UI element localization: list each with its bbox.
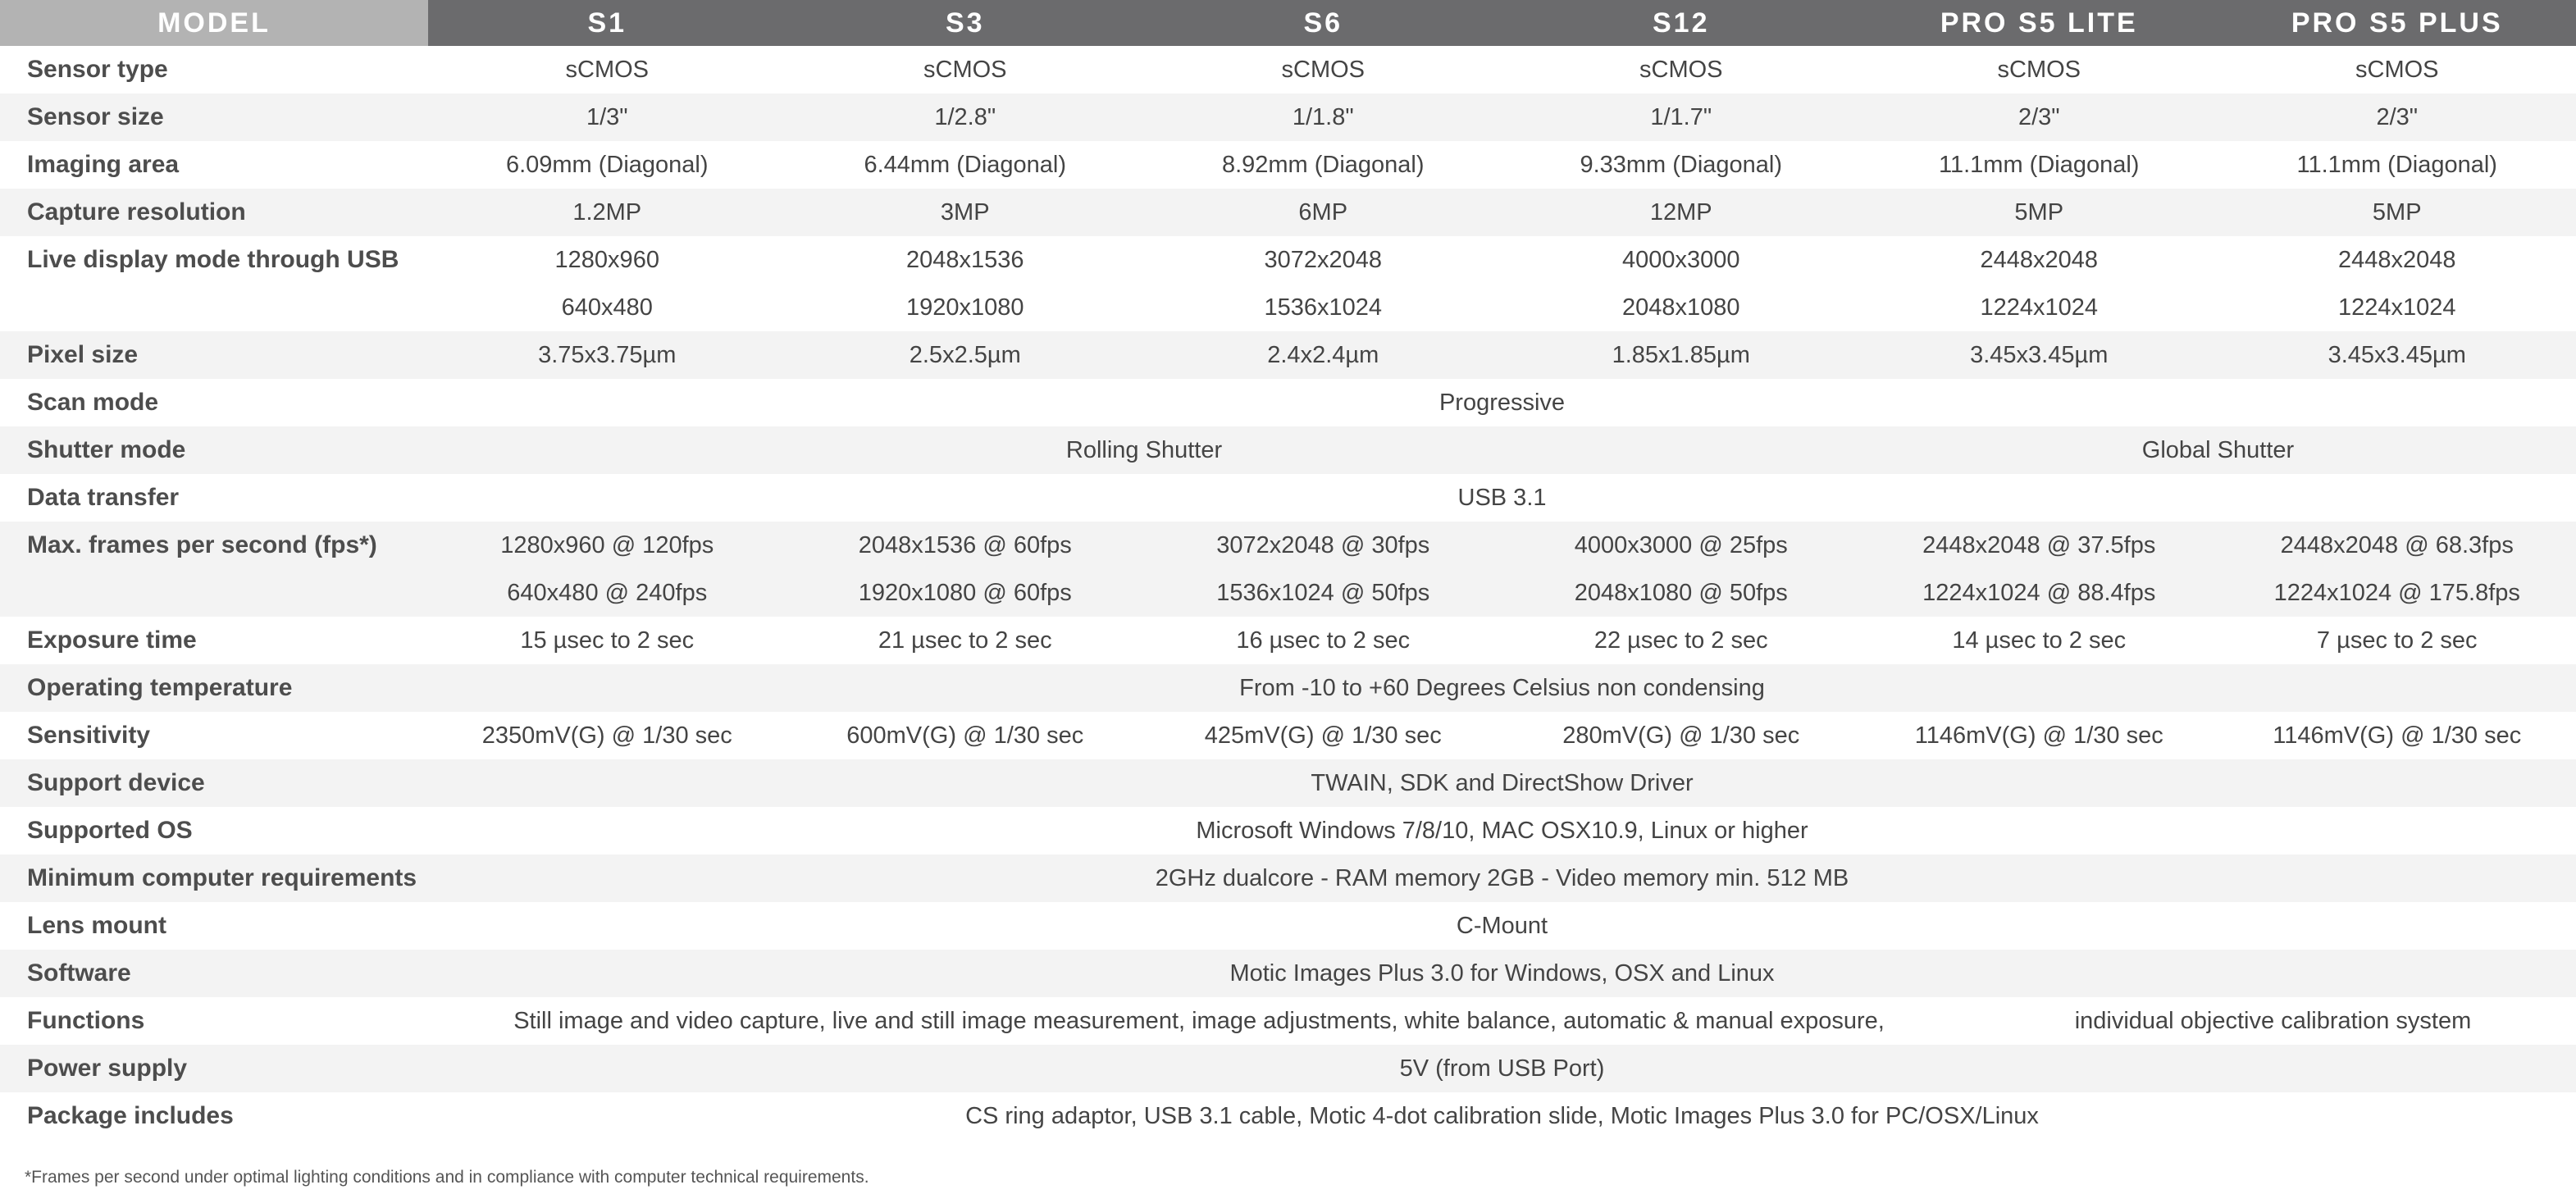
spec-cell-all-models: CS ring adaptor, USB 3.1 cable, Motic 4-dot calibration slide, Motic Images Plus 3.0 for PC/OSX/Linux: [965, 1102, 2039, 1129]
row-label: Operating temperature: [27, 674, 293, 701]
spec-cell: [1502, 522, 1861, 617]
row-sensor-size: [0, 93, 2576, 141]
spec-cell: [2218, 236, 2576, 331]
spec-line: 1224x1024: [1980, 294, 2099, 321]
spec-line: 1536x1024 @ 50fps: [1216, 580, 1430, 606]
row-label: Functions: [27, 1007, 145, 1034]
spec-line: 3072x2048 @ 30fps: [1216, 532, 1430, 558]
spec-cell: [1144, 236, 1502, 331]
spec-cell: [428, 522, 786, 617]
model-header-s1: S1: [428, 0, 786, 46]
model-column-header: MODEL: [0, 0, 428, 46]
spec-cell: sCMOS: [1281, 56, 1365, 83]
row-power-supply: [0, 1045, 2576, 1092]
spec-cell: 7 µsec to 2 sec: [2316, 627, 2478, 654]
row-operating-temperature: [0, 664, 2576, 712]
spec-cell: 3.45x3.45µm: [2328, 341, 2466, 368]
spec-cell: 6.09mm (Diagonal): [505, 151, 709, 178]
row-label: Package includes: [27, 1102, 234, 1129]
spec-cell-all-models: TWAIN, SDK and DirectShow Driver: [1311, 769, 1694, 796]
spec-cell-all-models: 5V (from USB Port): [1399, 1055, 1605, 1082]
row-label: Capture resolution: [27, 198, 246, 226]
spec-cell-all-models: Progressive: [1438, 389, 1566, 416]
spec-cell: 425mV(G) @ 1/30 sec: [1204, 722, 1442, 749]
row-imaging-area: [0, 141, 2576, 189]
spec-cell-all-models: Motic Images Plus 3.0 for Windows, OSX and Linux: [1229, 959, 1775, 987]
row-label: Shutter mode: [27, 436, 186, 463]
spec-cell: 2.5x2.5µm: [909, 341, 1021, 368]
spec-cell: [1144, 522, 1502, 617]
row-label: Sensor size: [27, 103, 164, 130]
functions-text-part2: individual objective calibration system: [2074, 1007, 2472, 1034]
spec-line: 1536x1024: [1264, 294, 1383, 321]
spec-cell-all-models: [428, 997, 2576, 1045]
row-max-fps: [0, 522, 2576, 617]
spec-line: 1224x1024 @ 175.8fps: [2273, 580, 2520, 606]
spec-cell: 12MP: [1649, 198, 1712, 226]
row-software: [0, 950, 2576, 997]
functions-text-part1: Still image and video capture, live and still image measurement, image adjustments, white balance, automatic & manual exposure,: [513, 1007, 1885, 1034]
row-package-includes: [0, 1092, 2576, 1140]
row-functions: [0, 997, 2576, 1045]
spec-line: 2048x1080 @ 50fps: [1574, 580, 1788, 606]
spec-cell: [2218, 522, 2576, 617]
row-data-transfer: [0, 474, 2576, 522]
spec-line: 2048x1080: [1621, 294, 1740, 321]
row-minimum-requirements: [0, 854, 2576, 902]
spec-cell: 1146mV(G) @ 1/30 sec: [2273, 722, 2522, 749]
model-header-s6: S6: [1144, 0, 1502, 46]
spec-cell: 5MP: [2372, 198, 2422, 226]
row-label: Minimum computer requirements: [27, 864, 417, 891]
model-header-pro-s5-lite: PRO S5 LITE: [1860, 0, 2218, 46]
spec-cell: sCMOS: [2355, 56, 2439, 83]
row-label: Sensor type: [27, 56, 168, 83]
spec-cell: 1/2.8": [934, 103, 996, 130]
spec-cell: 15 µsec to 2 sec: [520, 627, 695, 654]
spec-cell: 1146mV(G) @ 1/30 sec: [1914, 722, 2163, 749]
spec-line: 2448x2048 @ 68.3fps: [2280, 532, 2514, 558]
spec-cell: 1/1.8": [1292, 103, 1354, 130]
spec-cell: 2350mV(G) @ 1/30 sec: [481, 722, 732, 749]
spec-line: 1920x1080 @ 60fps: [858, 580, 1072, 606]
spec-cell: 21 µsec to 2 sec: [878, 627, 1052, 654]
spec-cell: sCMOS: [565, 56, 649, 83]
row-label: Live display mode through USB: [27, 246, 399, 273]
row-sensitivity: [0, 712, 2576, 759]
row-live-display: [0, 236, 2576, 331]
spec-cell-all-models: C-Mount: [1456, 912, 1548, 939]
row-label: Lens mount: [27, 912, 166, 939]
spec-line: 640x480 @ 240fps: [507, 580, 708, 606]
spec-cell-rolling-shutter: Rolling Shutter: [1065, 436, 1223, 463]
row-support-device: [0, 759, 2576, 807]
row-label: Imaging area: [27, 151, 180, 178]
row-label: Max. frames per second (fps*): [27, 531, 377, 558]
spec-cell: [1860, 522, 2218, 617]
spec-cell: [428, 236, 786, 331]
row-label: Software: [27, 959, 131, 987]
spec-line: 1224x1024: [2337, 294, 2456, 321]
row-scan-mode: [0, 379, 2576, 426]
spec-cell: [786, 522, 1145, 617]
row-exposure-time: [0, 617, 2576, 664]
row-label: Scan mode: [27, 389, 159, 416]
spec-cell: 9.33mm (Diagonal): [1580, 151, 1783, 178]
spec-cell: 6MP: [1298, 198, 1348, 226]
spec-cell: 1.85x1.85µm: [1612, 341, 1750, 368]
row-label: Data transfer: [27, 484, 180, 511]
row-label: Sensitivity: [27, 722, 151, 749]
spec-line: 2048x1536: [905, 247, 1024, 273]
row-shutter-mode: [0, 426, 2576, 474]
row-label: Exposure time: [27, 627, 197, 654]
spec-cell-all-models: From -10 to +60 Degrees Celsius non condensing: [1239, 674, 1765, 701]
spec-cell: 1.2MP: [572, 198, 642, 226]
spec-line: 1920x1080: [905, 294, 1024, 321]
row-label: Pixel size: [27, 341, 139, 368]
spec-line: 1280x960 @ 120fps: [500, 532, 714, 558]
spec-cell: [1860, 236, 2218, 331]
row-sensor-type: [0, 46, 2576, 93]
spec-cell: sCMOS: [1639, 56, 1723, 83]
spec-cell-global-shutter: Global Shutter: [2141, 436, 2295, 463]
spec-cell: [1502, 236, 1861, 331]
footnote: *Frames per second under optimal lighting conditions and in compliance with computer technical requirements.: [25, 1168, 869, 1187]
spec-cell: sCMOS: [1997, 56, 2081, 83]
spec-line: 1280x960: [554, 247, 659, 273]
spec-cell: 11.1mm (Diagonal): [1939, 151, 2140, 178]
row-label: Supported OS: [27, 817, 193, 844]
spec-cell-all-models: USB 3.1: [1457, 484, 1547, 511]
spec-cell: 1/3": [586, 103, 628, 130]
spec-cell: 280mV(G) @ 1/30 sec: [1562, 722, 1800, 749]
row-supported-os: [0, 807, 2576, 854]
spec-cell: 2.4x2.4µm: [1267, 341, 1379, 368]
spec-line: 2448x2048 @ 37.5fps: [1922, 532, 2156, 558]
spec-cell: 8.92mm (Diagonal): [1221, 151, 1425, 178]
spec-line: 640x480: [561, 294, 653, 321]
spec-cell: 1/1.7": [1650, 103, 1712, 130]
spec-cell-all-models: 2GHz dualcore - RAM memory 2GB - Video memory min. 512 MB: [1155, 864, 1849, 891]
row-label: Support device: [27, 769, 205, 796]
spec-line: 1224x1024 @ 88.4fps: [1922, 580, 2156, 606]
row-pixel-size: [0, 331, 2576, 379]
spec-line: 4000x3000 @ 25fps: [1574, 532, 1788, 558]
spec-cell-all-models: Microsoft Windows 7/8/10, MAC OSX10.9, Linux or higher: [1196, 817, 1808, 844]
spec-line: 3072x2048: [1264, 247, 1383, 273]
spec-cell: 5MP: [2014, 198, 2064, 226]
spec-cell: 3MP: [940, 198, 990, 226]
model-header-s3: S3: [786, 0, 1145, 46]
spec-cell: [786, 236, 1145, 331]
spec-cell: 2/3": [2017, 103, 2060, 130]
spec-line: 2448x2048: [2337, 247, 2456, 273]
header-row: [0, 0, 2576, 46]
row-label: Power supply: [27, 1055, 188, 1082]
spec-cell: 2/3": [2376, 103, 2419, 130]
spec-cell: 3.45x3.45µm: [1970, 341, 2109, 368]
spec-cell: 11.1mm (Diagonal): [2296, 151, 2497, 178]
spec-cell: 6.44mm (Diagonal): [864, 151, 1067, 178]
spec-line: 2048x1536 @ 60fps: [858, 532, 1072, 558]
row-capture-resolution: [0, 189, 2576, 236]
spec-line: 2448x2048: [1980, 247, 2099, 273]
spec-cell: 600mV(G) @ 1/30 sec: [846, 722, 1084, 749]
spec-cell: 22 µsec to 2 sec: [1593, 627, 1768, 654]
model-header-pro-s5-plus: PRO S5 PLUS: [2218, 0, 2576, 46]
spec-cell: 3.75x3.75µm: [538, 341, 677, 368]
model-header-s12: S12: [1502, 0, 1861, 46]
spec-cell: 16 µsec to 2 sec: [1236, 627, 1411, 654]
spec-line: 4000x3000: [1621, 247, 1740, 273]
row-lens-mount: [0, 902, 2576, 950]
spec-cell: 14 µsec to 2 sec: [1952, 627, 2127, 654]
spec-cell: sCMOS: [923, 56, 1007, 83]
